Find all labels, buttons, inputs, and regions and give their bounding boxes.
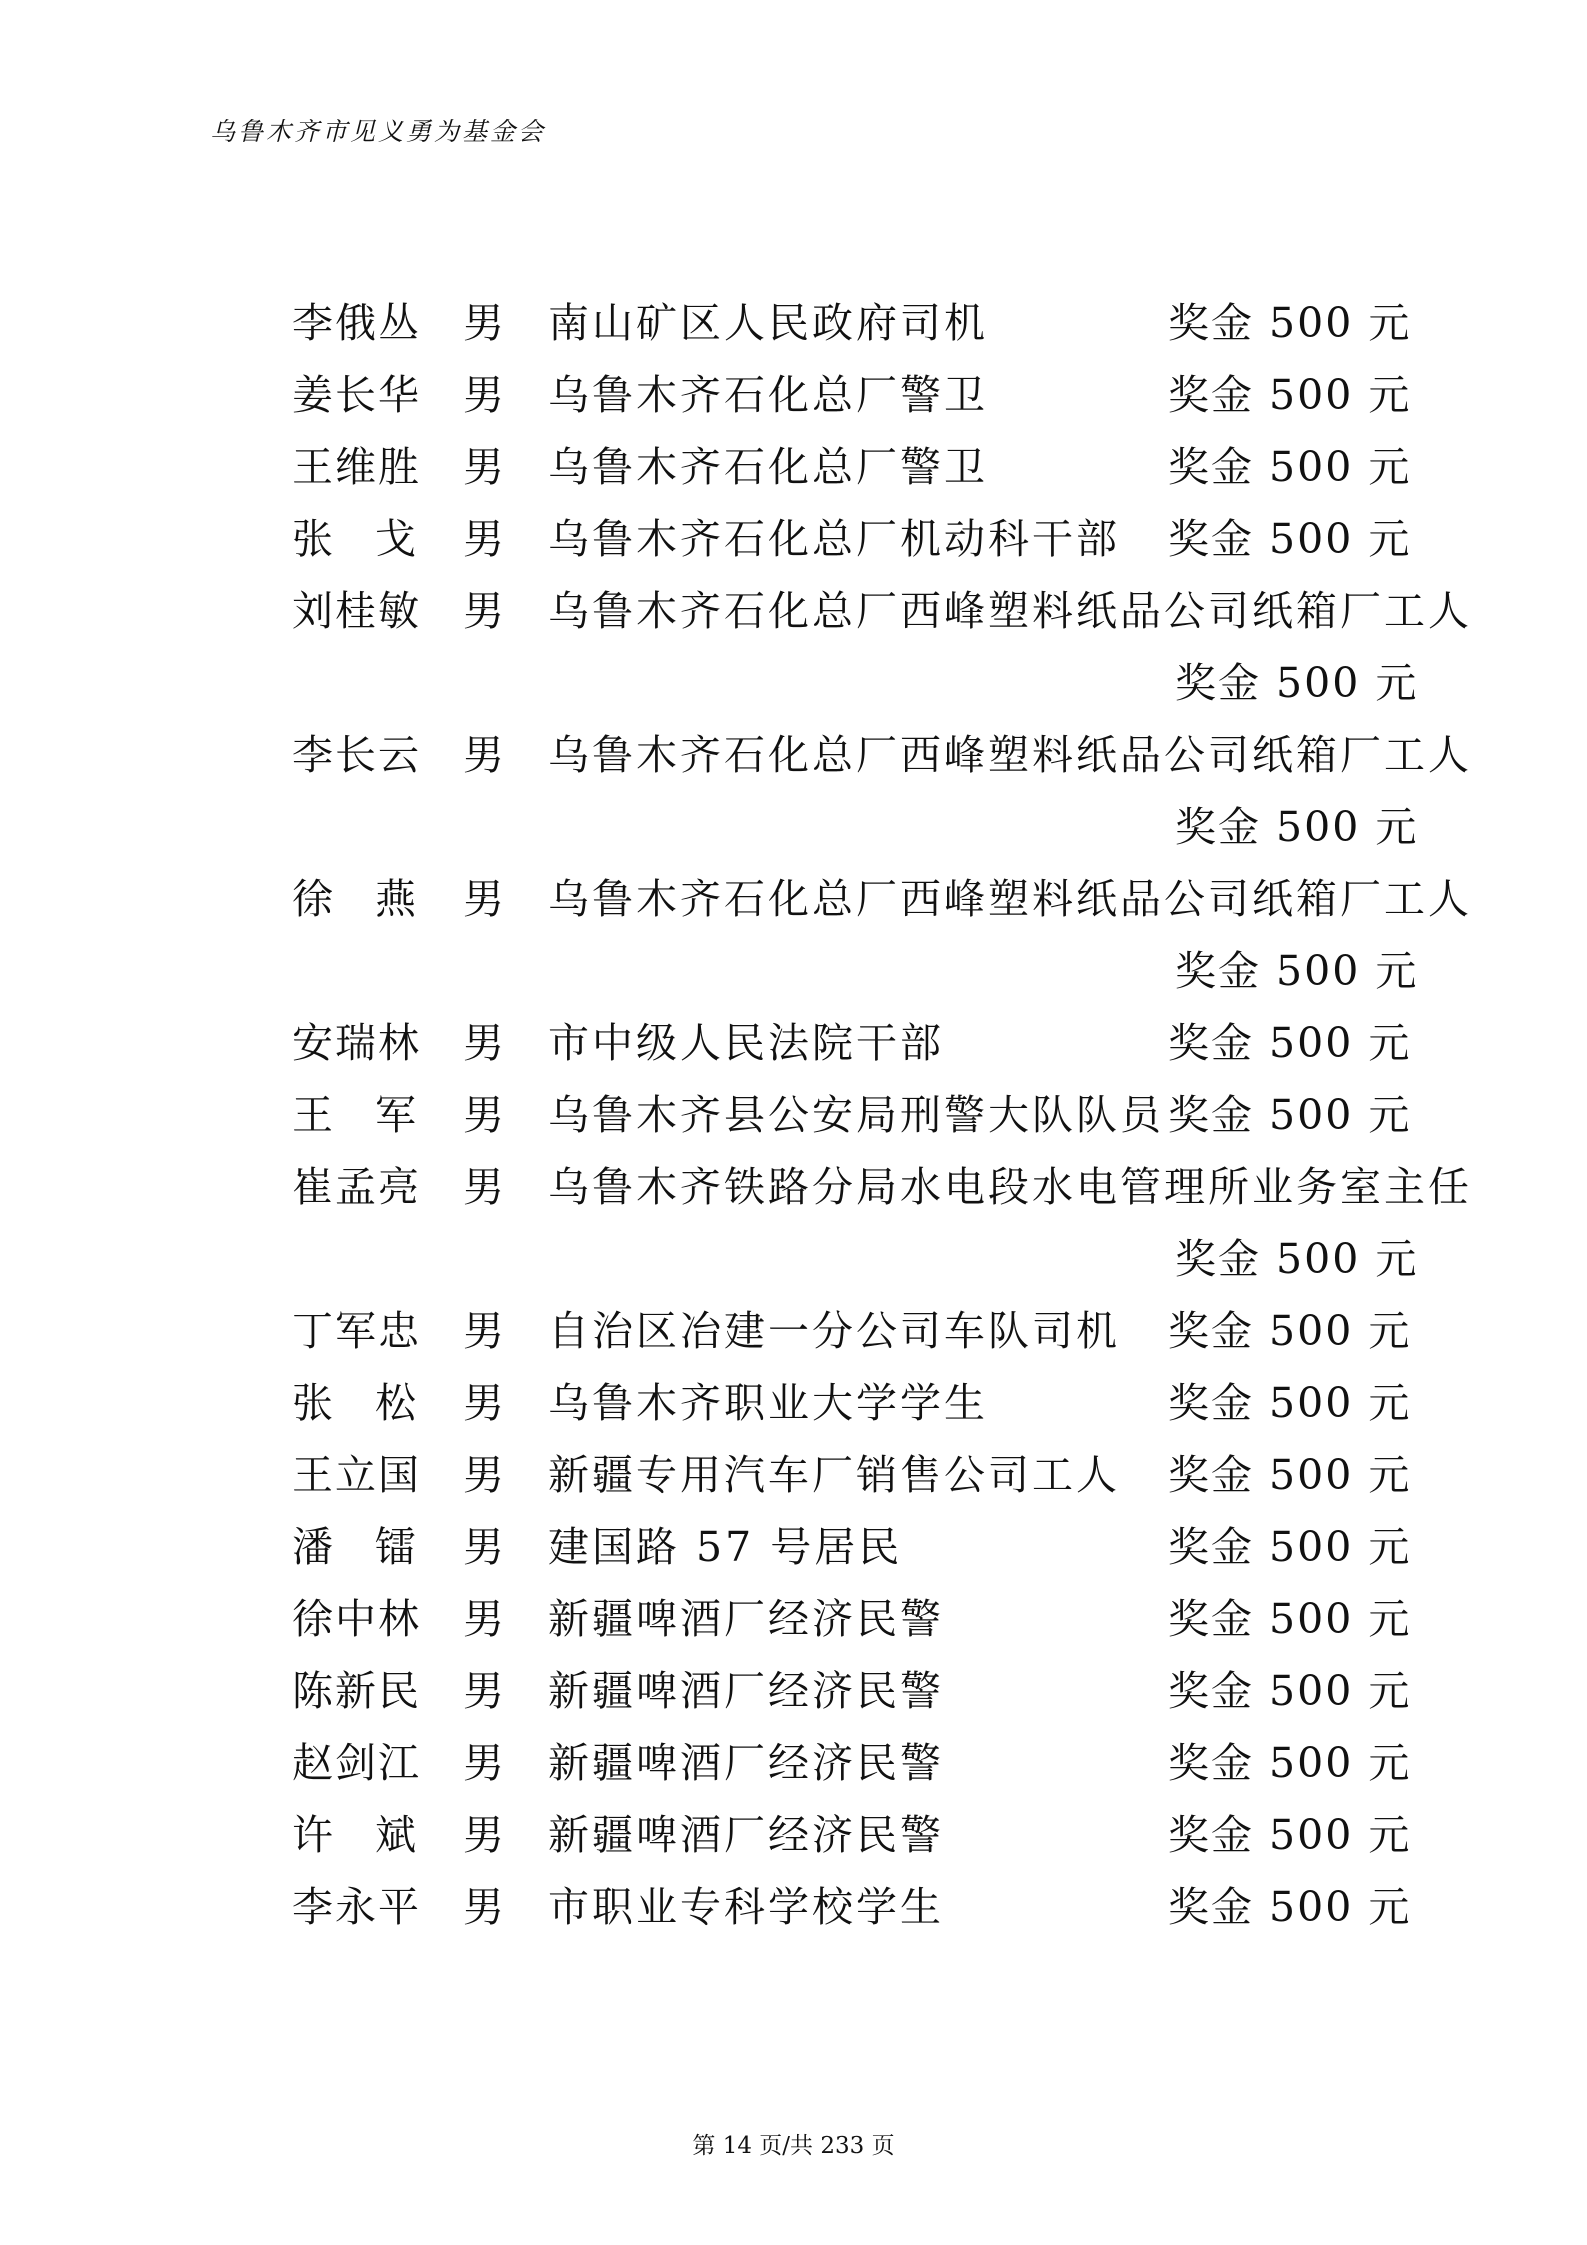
- entry-gender: 男: [463, 515, 504, 563]
- entry-prize: 奖金 500 元: [1168, 1019, 1412, 1067]
- entry-prize: 奖金 500 元: [1168, 1523, 1412, 1571]
- entry-prize: 奖金 500 元: [1175, 659, 1419, 707]
- entry-organization: 乌鲁木齐石化总厂警卫: [548, 443, 988, 491]
- entry-organization: 市职业专科学校学生: [548, 1883, 944, 1931]
- list-item: [0, 1589, 1587, 1649]
- entry-prize: 奖金 500 元: [1168, 1595, 1412, 1643]
- entry-gender: 男: [463, 1163, 504, 1211]
- list-item: [0, 869, 1587, 929]
- page-number: 第 14 页/共 233 页: [692, 2133, 895, 2159]
- entry-name: 崔孟亮: [292, 1163, 421, 1211]
- entry-gender: 男: [463, 1739, 504, 1787]
- list-item: [0, 1733, 1587, 1793]
- list-item: [0, 509, 1587, 569]
- entry-name: 王立国: [292, 1451, 421, 1499]
- entry-organization: 新疆啤酒厂经济民警: [548, 1811, 944, 1859]
- entry-name: 姜长华: [292, 371, 421, 419]
- entry-gender: 男: [463, 875, 504, 923]
- entry-name: 王军: [292, 1091, 418, 1139]
- list-item-continuation: [0, 797, 1587, 857]
- page-header-title: 乌鲁木齐市见义勇为基金会: [210, 117, 547, 146]
- entry-gender: 男: [463, 443, 504, 491]
- entry-prize: 奖金 500 元: [1168, 1451, 1412, 1499]
- entry-name: 刘桂敏: [292, 587, 421, 635]
- entry-organization: 南山矿区人民政府司机: [548, 299, 988, 347]
- list-item: [0, 725, 1587, 785]
- entry-gender: 男: [463, 1667, 504, 1715]
- entry-prize: 奖金 500 元: [1175, 1235, 1419, 1283]
- entry-prize: 奖金 500 元: [1168, 1379, 1412, 1427]
- entry-prize: 奖金 500 元: [1168, 371, 1412, 419]
- entry-gender: 男: [463, 1523, 504, 1571]
- list-item-continuation: [0, 941, 1587, 1001]
- entry-prize: 奖金 500 元: [1168, 1811, 1412, 1859]
- entry-prize: 奖金 500 元: [1168, 1091, 1412, 1139]
- list-item: [0, 1301, 1587, 1361]
- entry-organization: 新疆啤酒厂经济民警: [548, 1595, 944, 1643]
- entry-name: 赵剑江: [292, 1739, 421, 1787]
- entry-prize: 奖金 500 元: [1168, 1883, 1412, 1931]
- entry-organization: 乌鲁木齐石化总厂警卫: [548, 371, 988, 419]
- entry-name: 张松: [292, 1379, 418, 1427]
- list-item: [0, 1517, 1587, 1577]
- entry-name: 李俄丛: [292, 299, 421, 347]
- list-item: [0, 437, 1587, 497]
- entry-organization: 市中级人民法院干部: [548, 1019, 944, 1067]
- entry-name: 徐中林: [292, 1595, 421, 1643]
- list-item-continuation: [0, 1229, 1587, 1289]
- entry-organization: 乌鲁木齐铁路分局水电段水电管理所业务室主任: [548, 1163, 1472, 1211]
- list-item: [0, 1013, 1587, 1073]
- entry-organization: 新疆啤酒厂经济民警: [548, 1739, 944, 1787]
- entry-gender: 男: [463, 1307, 504, 1355]
- entry-organization: 乌鲁木齐石化总厂西峰塑料纸品公司纸箱厂工人: [548, 875, 1472, 923]
- entry-organization: 新疆啤酒厂经济民警: [548, 1667, 944, 1715]
- entry-gender: 男: [463, 1811, 504, 1859]
- entry-organization: 乌鲁木齐石化总厂机动科干部: [548, 515, 1120, 563]
- entry-organization: 乌鲁木齐职业大学学生: [548, 1379, 988, 1427]
- entry-name: 李永平: [292, 1883, 421, 1931]
- entry-name: 张戈: [292, 515, 418, 563]
- entry-name: 徐燕: [292, 875, 418, 923]
- entry-organization: 新疆专用汽车厂销售公司工人: [548, 1451, 1120, 1499]
- entry-prize: 奖金 500 元: [1168, 1667, 1412, 1715]
- entry-prize: 奖金 500 元: [1168, 1739, 1412, 1787]
- entry-name: 李长云: [292, 731, 421, 779]
- entry-name: 许斌: [292, 1811, 418, 1859]
- list-item: [0, 1445, 1587, 1505]
- entry-gender: 男: [463, 1019, 504, 1067]
- entry-gender: 男: [463, 1595, 504, 1643]
- list-item: [0, 1877, 1587, 1937]
- entry-organization: 自治区冶建一分公司车队司机: [548, 1307, 1120, 1355]
- list-item: [0, 293, 1587, 353]
- entry-name: 潘镭: [292, 1523, 418, 1571]
- list-item: [0, 365, 1587, 425]
- entry-prize: 奖金 500 元: [1175, 803, 1419, 851]
- entry-name: 陈新民: [292, 1667, 421, 1715]
- list-item: [0, 581, 1587, 641]
- entry-prize: 奖金 500 元: [1168, 515, 1412, 563]
- list-item: [0, 1157, 1587, 1217]
- entry-prize: 奖金 500 元: [1168, 1307, 1412, 1355]
- list-item: [0, 1373, 1587, 1433]
- entry-prize: 奖金 500 元: [1168, 299, 1412, 347]
- entry-gender: 男: [463, 299, 504, 347]
- entry-gender: 男: [463, 1451, 504, 1499]
- list-item-continuation: [0, 653, 1587, 713]
- entry-organization: 乌鲁木齐石化总厂西峰塑料纸品公司纸箱厂工人: [548, 587, 1472, 635]
- entry-prize: 奖金 500 元: [1175, 947, 1419, 995]
- entry-name: 丁军忠: [292, 1307, 421, 1355]
- entry-gender: 男: [463, 1883, 504, 1931]
- entry-gender: 男: [463, 371, 504, 419]
- entry-gender: 男: [463, 587, 504, 635]
- entry-organization: 建国路 57 号居民: [548, 1523, 903, 1571]
- entry-organization: 乌鲁木齐县公安局刑警大队队员: [548, 1091, 1164, 1139]
- entry-name: 王维胜: [292, 443, 421, 491]
- entry-gender: 男: [463, 731, 504, 779]
- entry-gender: 男: [463, 1091, 504, 1139]
- list-item: [0, 1085, 1587, 1145]
- entry-name: 安瑞林: [292, 1019, 421, 1067]
- list-item: [0, 1661, 1587, 1721]
- list-item: [0, 1805, 1587, 1865]
- entry-gender: 男: [463, 1379, 504, 1427]
- entry-organization: 乌鲁木齐石化总厂西峰塑料纸品公司纸箱厂工人: [548, 731, 1472, 779]
- entry-prize: 奖金 500 元: [1168, 443, 1412, 491]
